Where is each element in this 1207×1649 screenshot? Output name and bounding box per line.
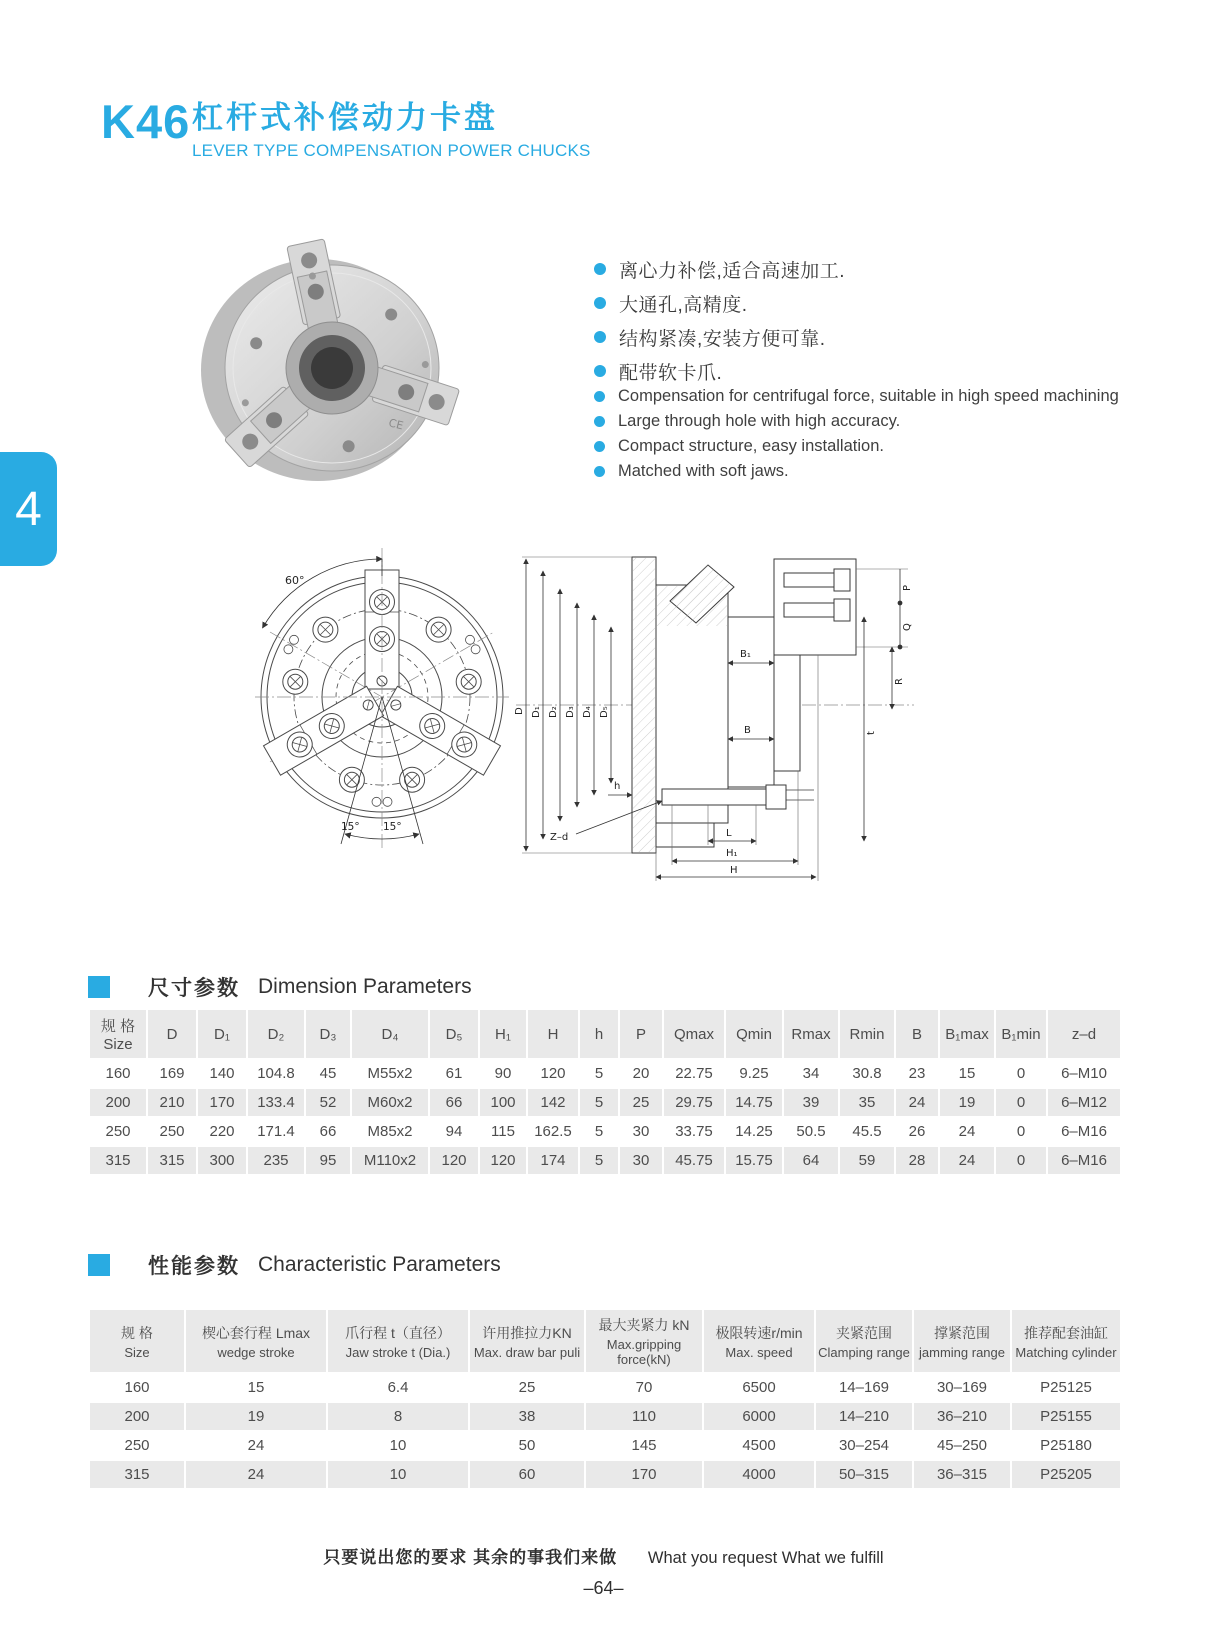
characteristic-header-row xyxy=(89,1309,1121,1373)
column-header: 极限转速r/min Max. speed xyxy=(703,1309,815,1373)
table-row xyxy=(89,1460,1121,1489)
feature-text: Large through hole with high accuracy. xyxy=(618,412,901,430)
column-header: B₁max xyxy=(939,1009,995,1059)
feature-text: Matched with soft jaws. xyxy=(618,462,789,480)
table-cell: P25205 xyxy=(1011,1460,1121,1489)
table-cell: 23 xyxy=(895,1059,939,1088)
table-cell: 0 xyxy=(995,1117,1047,1146)
table-cell: 24 xyxy=(939,1146,995,1175)
centerlines xyxy=(255,548,509,850)
table-cell: P25155 xyxy=(1011,1402,1121,1431)
column-header: 最大夹紧力 kN Max.gripping force(kN) xyxy=(585,1309,703,1373)
column-header: Qmax xyxy=(663,1009,725,1059)
column-header: H xyxy=(527,1009,579,1059)
bullet-icon xyxy=(594,331,606,343)
table-cell: M55x2 xyxy=(351,1059,429,1088)
column-header: Rmax xyxy=(783,1009,839,1059)
table-cell: 6–M16 xyxy=(1047,1146,1121,1175)
table-cell: 145 xyxy=(585,1431,703,1460)
table-cell: 250 xyxy=(89,1117,147,1146)
table-row xyxy=(89,1431,1121,1460)
table-cell: 104.8 xyxy=(247,1059,305,1088)
table-cell: 19 xyxy=(185,1402,327,1431)
table-cell: 6–M16 xyxy=(1047,1117,1121,1146)
table-cell: 30–254 xyxy=(815,1431,913,1460)
features-chinese xyxy=(594,252,845,388)
feature-item xyxy=(594,252,845,286)
svg-text:t: t xyxy=(866,731,877,735)
column-header: 规 格 Size xyxy=(89,1009,147,1059)
table-cell: 25 xyxy=(619,1088,663,1117)
table-cell: 5 xyxy=(579,1146,619,1175)
table-cell: 6–M12 xyxy=(1047,1088,1121,1117)
table-cell: 110 xyxy=(585,1402,703,1431)
svg-text:P: P xyxy=(902,584,913,591)
footer-slogan xyxy=(0,1543,1207,1568)
svg-text:R: R xyxy=(894,678,905,685)
table-cell: 10 xyxy=(327,1460,469,1489)
dimension-section-heading xyxy=(88,972,472,1002)
svg-text:H₁: H₁ xyxy=(726,848,738,859)
table-cell: 50–315 xyxy=(815,1460,913,1489)
bullet-icon xyxy=(594,466,605,477)
table-cell: 29.75 xyxy=(663,1088,725,1117)
svg-text:D₄: D₄ xyxy=(582,706,593,718)
table-cell: 140 xyxy=(197,1059,247,1088)
svg-text:D₁: D₁ xyxy=(531,706,542,718)
table-cell: P25125 xyxy=(1011,1373,1121,1402)
table-cell: 0 xyxy=(995,1059,1047,1088)
section-square-icon xyxy=(88,976,110,998)
table-cell: 30 xyxy=(619,1146,663,1175)
table-cell: 34 xyxy=(783,1059,839,1088)
table-row xyxy=(89,1373,1121,1402)
bullet-icon xyxy=(594,263,606,275)
table-cell: 9.25 xyxy=(725,1059,783,1088)
table-cell: 50 xyxy=(469,1431,585,1460)
table-cell: 162.5 xyxy=(527,1117,579,1146)
table-cell: 4500 xyxy=(703,1431,815,1460)
feature-text: 配带软卡爪. xyxy=(619,362,723,384)
table-row xyxy=(89,1146,1121,1175)
table-cell: 315 xyxy=(147,1146,197,1175)
svg-text:h: h xyxy=(614,781,621,792)
chapter-tab: 4 xyxy=(0,452,57,566)
column-header: D₂ xyxy=(247,1009,305,1059)
table-cell: 45.75 xyxy=(663,1146,725,1175)
feature-item xyxy=(594,286,845,320)
column-header: h xyxy=(579,1009,619,1059)
table-cell: 52 xyxy=(305,1088,351,1117)
table-cell: M60x2 xyxy=(351,1088,429,1117)
feature-item xyxy=(594,320,845,354)
feature-text: Compensation for centrifugal force, suitable in high speed machining xyxy=(618,387,1119,405)
table-row xyxy=(89,1117,1121,1146)
table-cell: 45.5 xyxy=(839,1117,895,1146)
column-header: 夹紧范围 Clamping range xyxy=(815,1309,913,1373)
column-header: 爪行程 t（直径） Jaw stroke t (Dia.) xyxy=(327,1309,469,1373)
table-cell: 133.4 xyxy=(247,1088,305,1117)
table-cell: 15 xyxy=(939,1059,995,1088)
dimension-table-body xyxy=(89,1059,1121,1175)
table-cell: 315 xyxy=(89,1146,147,1175)
product-photo xyxy=(182,226,464,510)
table-cell: 235 xyxy=(247,1146,305,1175)
table-cell: 24 xyxy=(185,1431,327,1460)
table-cell: 30–169 xyxy=(913,1373,1011,1402)
column-header: 许用推拉力KN Max. draw bar puli xyxy=(469,1309,585,1373)
feature-item xyxy=(594,434,1119,459)
table-cell: 35 xyxy=(839,1088,895,1117)
svg-text:D₂: D₂ xyxy=(548,706,559,718)
table-row xyxy=(89,1088,1121,1117)
feature-text: 大通孔,高精度. xyxy=(619,294,748,316)
slogan-chinese: 只要说出您的要求 其余的事我们来做 xyxy=(323,1548,618,1567)
table-cell: 90 xyxy=(479,1059,527,1088)
table-cell: 15 xyxy=(185,1373,327,1402)
dimension-heading-cn: 尺寸参数 xyxy=(148,977,240,1000)
table-cell: 6–M10 xyxy=(1047,1059,1121,1088)
ce-mark: CE xyxy=(387,416,405,433)
table-cell: 10 xyxy=(327,1431,469,1460)
table-cell: 250 xyxy=(89,1431,185,1460)
table-cell: 24 xyxy=(939,1117,995,1146)
feature-text: 离心力补偿,适合高速加工. xyxy=(619,260,846,282)
table-cell: 30 xyxy=(619,1117,663,1146)
table-cell: 0 xyxy=(995,1146,1047,1175)
dimension-header-row xyxy=(89,1009,1121,1059)
table-cell: 160 xyxy=(89,1373,185,1402)
table-cell: 15.75 xyxy=(725,1146,783,1175)
table-cell: 94 xyxy=(429,1117,479,1146)
svg-text:D: D xyxy=(514,707,525,715)
table-cell: 60 xyxy=(469,1460,585,1489)
bullet-icon xyxy=(594,416,605,427)
table-cell: 22.75 xyxy=(663,1059,725,1088)
front-view-drawing xyxy=(237,542,527,887)
feature-text: Compact structure, easy installation. xyxy=(618,437,884,455)
table-cell: 14–210 xyxy=(815,1402,913,1431)
svg-text:L: L xyxy=(726,828,732,839)
table-cell: 142 xyxy=(527,1088,579,1117)
page-title xyxy=(192,92,591,161)
section-square-icon xyxy=(88,1254,110,1276)
table-cell: 26 xyxy=(895,1117,939,1146)
bullet-icon xyxy=(594,365,606,377)
column-header: D₁ xyxy=(197,1009,247,1059)
table-cell: 315 xyxy=(89,1460,185,1489)
table-cell: 160 xyxy=(89,1059,147,1088)
table-cell: 38 xyxy=(469,1402,585,1431)
table-cell: 0 xyxy=(995,1088,1047,1117)
model-code: K46 xyxy=(101,95,191,148)
column-header: P xyxy=(619,1009,663,1059)
slogan-english: What you request What we fulfill xyxy=(647,1549,884,1567)
bullet-icon xyxy=(594,391,605,402)
table-cell: 14–169 xyxy=(815,1373,913,1402)
column-header: D₅ xyxy=(429,1009,479,1059)
characteristic-table xyxy=(88,1308,1122,1490)
table-cell: 33.75 xyxy=(663,1117,725,1146)
table-cell: 120 xyxy=(479,1146,527,1175)
table-cell: 210 xyxy=(147,1088,197,1117)
table-cell: 36–315 xyxy=(913,1460,1011,1489)
column-header: Qmin xyxy=(725,1009,783,1059)
table-cell: 6.4 xyxy=(327,1373,469,1402)
features-english xyxy=(594,384,1119,484)
table-cell: 6500 xyxy=(703,1373,815,1402)
table-cell: 19 xyxy=(939,1088,995,1117)
column-header: 规 格 Size xyxy=(89,1309,185,1373)
table-row xyxy=(89,1059,1121,1088)
table-cell: 61 xyxy=(429,1059,479,1088)
column-header: 撑紧范围 jamming range xyxy=(913,1309,1011,1373)
table-cell: 170 xyxy=(585,1460,703,1489)
svg-text:D₅: D₅ xyxy=(599,706,610,718)
title-chinese: 杠杆式补偿动力卡盘 xyxy=(192,100,498,135)
column-header: z–d xyxy=(1047,1009,1121,1059)
table-cell: 66 xyxy=(429,1088,479,1117)
table-cell: 5 xyxy=(579,1059,619,1088)
table-cell: 14.25 xyxy=(725,1117,783,1146)
table-cell: 220 xyxy=(197,1117,247,1146)
table-cell: 95 xyxy=(305,1146,351,1175)
column-header: B xyxy=(895,1009,939,1059)
table-cell: 66 xyxy=(305,1117,351,1146)
column-header: D xyxy=(147,1009,197,1059)
characteristic-section-heading xyxy=(88,1250,501,1280)
table-cell: 28 xyxy=(895,1146,939,1175)
table-cell: 14.75 xyxy=(725,1088,783,1117)
svg-text:D₃: D₃ xyxy=(565,706,576,718)
table-cell: 20 xyxy=(619,1059,663,1088)
svg-text:B₁: B₁ xyxy=(740,649,751,660)
column-header: Rmin xyxy=(839,1009,895,1059)
title-english: LEVER TYPE COMPENSATION POWER CHUCKS xyxy=(192,141,591,160)
characteristic-heading-cn: 性能参数 xyxy=(148,1255,240,1278)
dimension-heading-en: Dimension Parameters xyxy=(258,975,472,998)
angle-60-label: 60° xyxy=(285,574,305,587)
table-cell: 200 xyxy=(89,1088,147,1117)
table-cell: 4000 xyxy=(703,1460,815,1489)
table-cell: 50.5 xyxy=(783,1117,839,1146)
table-cell: 250 xyxy=(147,1117,197,1146)
table-cell: 120 xyxy=(429,1146,479,1175)
table-cell: 5 xyxy=(579,1088,619,1117)
table-cell: 8 xyxy=(327,1402,469,1431)
feature-item xyxy=(594,354,845,388)
feature-item xyxy=(594,459,1119,484)
table-cell: P25180 xyxy=(1011,1431,1121,1460)
stud-lines xyxy=(786,790,814,800)
table-cell: 45 xyxy=(305,1059,351,1088)
table-cell: 24 xyxy=(185,1460,327,1489)
table-cell: M110x2 xyxy=(351,1146,429,1175)
column-header: D₄ xyxy=(351,1009,429,1059)
table-cell: 170 xyxy=(197,1088,247,1117)
table-cell: 171.4 xyxy=(247,1117,305,1146)
table-cell: 174 xyxy=(527,1146,579,1175)
table-cell: 169 xyxy=(147,1059,197,1088)
feature-text: 结构紧凑,安装方便可靠. xyxy=(619,328,826,350)
section-view-drawing xyxy=(512,543,917,883)
table-cell: 45–250 xyxy=(913,1431,1011,1460)
svg-text:Z–d: Z–d xyxy=(550,832,569,843)
table-cell: 70 xyxy=(585,1373,703,1402)
bullet-icon xyxy=(594,297,606,309)
table-cell: 6000 xyxy=(703,1402,815,1431)
page-number: –64– xyxy=(583,1578,624,1598)
table-cell: 115 xyxy=(479,1117,527,1146)
svg-text:H: H xyxy=(730,865,738,876)
table-row xyxy=(89,1402,1121,1431)
table-cell: 25 xyxy=(469,1373,585,1402)
angle-15-right-label: 15° xyxy=(383,821,402,833)
table-cell: 30.8 xyxy=(839,1059,895,1088)
table-cell: 59 xyxy=(839,1146,895,1175)
characteristic-heading-en: Characteristic Parameters xyxy=(258,1253,501,1276)
column-header: 推荐配套油缸 Matching cylinder xyxy=(1011,1309,1121,1373)
feature-item xyxy=(594,384,1119,409)
svg-text:Q: Q xyxy=(902,623,913,631)
svg-text:B: B xyxy=(744,725,751,736)
table-cell: 39 xyxy=(783,1088,839,1117)
table-cell: 24 xyxy=(895,1088,939,1117)
table-cell: 100 xyxy=(479,1088,527,1117)
bullet-icon xyxy=(594,441,605,452)
table-cell: 120 xyxy=(527,1059,579,1088)
table-cell: M85x2 xyxy=(351,1117,429,1146)
column-header: 楔心套行程 Lmax wedge stroke xyxy=(185,1309,327,1373)
angle-15-left-label: 15° xyxy=(341,821,360,833)
column-header: H₁ xyxy=(479,1009,527,1059)
table-cell: 300 xyxy=(197,1146,247,1175)
table-cell: 200 xyxy=(89,1402,185,1431)
table-cell: 5 xyxy=(579,1117,619,1146)
column-header: B₁min xyxy=(995,1009,1047,1059)
feature-item xyxy=(594,409,1119,434)
table-cell: 64 xyxy=(783,1146,839,1175)
table-cell: 36–210 xyxy=(913,1402,1011,1431)
characteristic-table-body xyxy=(89,1373,1121,1489)
column-header: D₃ xyxy=(305,1009,351,1059)
dimension-table xyxy=(88,1008,1122,1176)
